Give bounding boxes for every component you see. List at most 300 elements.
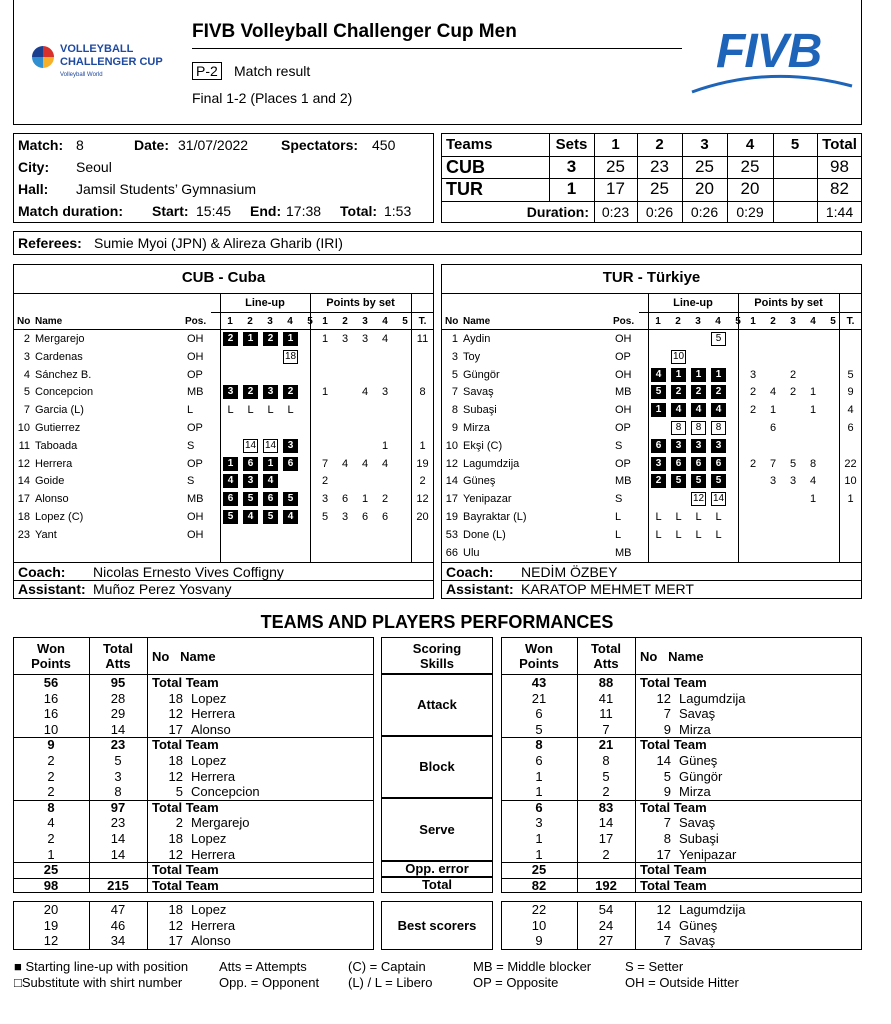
- start-label: Start:: [152, 203, 189, 219]
- lineup-set-header: 1: [655, 316, 661, 327]
- player-name: Herrera: [35, 457, 73, 470]
- line: [441, 293, 862, 294]
- player-name: Lopez: [191, 753, 227, 768]
- score-cell: 1: [566, 179, 577, 198]
- won-points: 16: [43, 706, 59, 722]
- player-name: Alonso: [35, 493, 69, 506]
- score-row-line: [441, 201, 862, 202]
- player-number: 14: [17, 475, 30, 488]
- libero-mark: L: [675, 528, 682, 541]
- score-header: 4: [745, 136, 755, 153]
- won-points: 25: [43, 862, 59, 878]
- total-atts: 192: [595, 877, 617, 893]
- player-name: Güneş: [463, 475, 496, 488]
- won-points: 2: [47, 784, 55, 800]
- won-header: Points: [31, 656, 71, 671]
- player-name: Güneş: [679, 753, 718, 768]
- set-points: 2: [789, 386, 797, 399]
- points-set-header: 5: [402, 316, 408, 327]
- total-atts: 5: [602, 768, 610, 784]
- player-name: Total Team: [152, 737, 219, 753]
- player-number: 7: [451, 386, 458, 399]
- won-header: Won: [525, 641, 553, 656]
- points-set-header: 1: [750, 316, 756, 327]
- challenger-cup-logo: [30, 42, 180, 84]
- player-number: 2: [23, 333, 30, 345]
- substitute-box: 14: [712, 493, 725, 505]
- player-name: Savaş: [679, 815, 716, 831]
- skill-label: Best scorers: [397, 917, 477, 933]
- pos-header: Pos.: [185, 316, 207, 327]
- total-atts: 5: [114, 753, 122, 768]
- player-total: 8: [419, 386, 426, 399]
- starting-position-box: 1: [223, 457, 238, 471]
- no-header: No: [17, 316, 31, 327]
- player-no: 9: [663, 721, 671, 737]
- total-atts: 11: [599, 706, 613, 722]
- total-atts: 83: [598, 799, 614, 815]
- score-cell: TUR: [446, 179, 483, 199]
- pos-header: Pos.: [613, 316, 635, 327]
- player-position: OP: [187, 422, 203, 434]
- player-total: 1: [847, 493, 854, 506]
- player-name: Total Team: [640, 799, 707, 815]
- player-number: 5: [23, 386, 30, 399]
- no-header: No: [445, 316, 459, 327]
- starting-position-box: 3: [223, 385, 238, 399]
- player-total: 1: [419, 439, 426, 452]
- total-atts: 41: [598, 690, 614, 706]
- set-duration: 0:26: [690, 204, 719, 220]
- won-points: 5: [535, 721, 543, 737]
- player-no: 14: [656, 753, 671, 768]
- player-name: Done (L): [463, 528, 506, 541]
- total-atts: 29: [110, 706, 126, 722]
- won-points: 6: [535, 706, 543, 722]
- starting-position-box: 4: [651, 368, 666, 382]
- line: [441, 562, 862, 563]
- name-header: Name: [35, 316, 63, 327]
- won-points: 1: [47, 846, 55, 862]
- starting-position-box: 6: [691, 457, 706, 471]
- score-cell: 82: [830, 179, 849, 198]
- set-points: 1: [809, 386, 817, 399]
- won-points: 8: [535, 737, 543, 753]
- starting-position-box: 5: [223, 510, 238, 524]
- total-atts: 14: [110, 846, 126, 862]
- total-atts: 47: [110, 902, 126, 917]
- player-position: OP: [187, 457, 203, 470]
- player-position: MB: [615, 546, 632, 559]
- total-atts: 8: [114, 784, 122, 800]
- player-total: 19: [416, 457, 429, 470]
- player-name: Yant: [35, 528, 57, 541]
- doc-name: Match result: [234, 63, 311, 79]
- starting-position-box: 1: [671, 368, 686, 382]
- substitute-box: 8: [711, 421, 726, 435]
- starting-position-box: 2: [651, 474, 666, 488]
- score-cell: 98: [830, 157, 849, 176]
- player-name: Lopez: [191, 831, 227, 846]
- player-no: 7: [663, 815, 671, 831]
- player-total: 4: [847, 404, 854, 417]
- player-name: Concepcion: [191, 784, 260, 800]
- total-atts: 23: [110, 815, 126, 831]
- player-name: Ekşi (C): [463, 439, 503, 452]
- player-number: 12: [17, 457, 30, 470]
- player-number: 53: [445, 528, 458, 541]
- set-points: 3: [341, 333, 349, 345]
- assistant: Muñoz Perez Yosvany: [93, 581, 232, 597]
- total-atts: 215: [107, 877, 129, 893]
- line: [648, 293, 649, 562]
- set-points: 2: [749, 386, 757, 399]
- starting-position-box: 5: [243, 492, 258, 506]
- won-points: 19: [43, 917, 59, 933]
- won-points: 6: [535, 753, 543, 768]
- player-no: 8: [663, 831, 671, 846]
- city-label: City:: [18, 159, 50, 175]
- line: [441, 329, 862, 330]
- set-points: 3: [749, 368, 757, 381]
- assistant: KARATOP MEHMET MERT: [521, 581, 694, 597]
- starting-position-box: 3: [691, 439, 706, 453]
- player-name: Güngör: [679, 768, 723, 784]
- legend-item: Atts = Attempts: [219, 959, 307, 974]
- set-duration: 0:26: [645, 204, 674, 220]
- won-points: 56: [43, 675, 59, 690]
- set-points: 2: [321, 475, 329, 488]
- player-name: Savaş: [679, 933, 716, 949]
- date-label: Date:: [134, 137, 170, 153]
- total-header: Total: [102, 641, 134, 656]
- doc-code: P-2: [192, 62, 222, 80]
- skill-label: Block: [419, 759, 455, 774]
- player-no: 18: [168, 690, 183, 706]
- won-header: Won: [37, 641, 65, 656]
- set-points: 2: [789, 368, 797, 381]
- set-points: 3: [381, 386, 389, 399]
- player-number: 17: [445, 493, 458, 506]
- starting-position-box: 5: [283, 492, 298, 506]
- substitute-box: 8: [691, 421, 706, 435]
- won-points: 2: [47, 831, 55, 846]
- total-atts: 27: [598, 933, 614, 949]
- player-name: Savaş: [679, 706, 716, 722]
- player-name: Total Team: [640, 877, 707, 893]
- starting-position-box: 3: [283, 439, 298, 453]
- set-points: 5: [789, 457, 797, 470]
- set-points: 4: [769, 386, 777, 399]
- lineup-set-header: 4: [287, 316, 293, 327]
- starting-position-box: 5: [263, 510, 278, 524]
- starting-position-box: 5: [671, 474, 686, 488]
- set-points: 3: [361, 333, 369, 345]
- player-position: OH: [615, 333, 632, 345]
- player-name: Total Team: [640, 737, 707, 753]
- total-atts: 8: [602, 753, 610, 768]
- total-atts: 2: [602, 784, 610, 800]
- player-name: Total Team: [152, 877, 219, 893]
- player-name: Yenipazar: [463, 493, 512, 506]
- points-set-header: 3: [362, 316, 368, 327]
- roster-box: [441, 264, 862, 599]
- won-points: 10: [531, 917, 547, 933]
- player-name: Goide: [35, 475, 65, 488]
- player-number: 17: [17, 493, 30, 506]
- no-name-header: No Name: [640, 649, 704, 664]
- set-duration: 1:44: [825, 204, 854, 220]
- line: [738, 293, 739, 562]
- starting-position-box: 5: [691, 474, 706, 488]
- player-name: Mergarejo: [191, 815, 250, 831]
- player-position: OP: [615, 422, 631, 434]
- player-number: 7: [23, 404, 30, 417]
- assistant-label: Assistant:: [446, 581, 514, 597]
- player-total: 11: [416, 333, 429, 345]
- score-header: 2: [655, 136, 664, 153]
- name-header: Name: [463, 316, 491, 327]
- points-set-header: 4: [382, 316, 388, 327]
- player-position: OH: [187, 511, 204, 523]
- starting-position-box: 1: [283, 332, 298, 346]
- won-points: 2: [47, 768, 55, 784]
- starting-position-box: 4: [711, 403, 726, 417]
- score-cell: 3: [566, 157, 577, 176]
- points-set-header: 2: [770, 316, 776, 327]
- line: [310, 293, 311, 562]
- player-position: OH: [187, 528, 204, 541]
- starting-position-box: 3: [651, 457, 666, 471]
- set-points: 5: [321, 511, 329, 523]
- match-number: 8: [76, 137, 84, 153]
- libero-mark: L: [247, 404, 254, 417]
- set-points: 7: [769, 457, 777, 470]
- score-cell: CUB: [446, 157, 485, 177]
- player-number: 12: [445, 457, 458, 470]
- player-total: 2: [419, 475, 426, 488]
- player-name: Herrera: [191, 846, 236, 862]
- set-points: 6: [381, 511, 389, 523]
- hall-label: Hall:: [18, 181, 49, 197]
- total-atts: 34: [110, 933, 126, 949]
- player-number: 11: [18, 439, 30, 452]
- start-time: 15:45: [196, 203, 232, 219]
- player-name: Lopez: [191, 690, 227, 706]
- lineup-header: Line-up: [673, 297, 713, 309]
- total-header: T.: [418, 316, 427, 327]
- logo-line-2: CHALLENGER CUP: [60, 56, 163, 68]
- starting-position-box: 2: [223, 332, 238, 346]
- player-name: Lagumdzija: [679, 690, 746, 706]
- no-name-header: No Name: [152, 649, 216, 664]
- player-total: 10: [844, 475, 857, 488]
- set-duration: 0:23: [601, 204, 630, 220]
- player-no: 12: [168, 846, 183, 862]
- starting-position-box: 3: [263, 385, 278, 399]
- starting-position-box: 6: [651, 439, 666, 453]
- player-name: Güngör: [463, 368, 500, 381]
- libero-mark: L: [227, 404, 234, 417]
- set-points: 3: [321, 493, 329, 506]
- won-points: 43: [531, 675, 547, 690]
- player-no: 17: [168, 721, 183, 737]
- score-header: 1: [611, 136, 620, 153]
- won-points: 22: [531, 902, 547, 917]
- line: [13, 329, 434, 330]
- starting-position-box: 3: [671, 439, 686, 453]
- player-name: Alonso: [191, 933, 231, 949]
- score-header: 3: [700, 136, 709, 153]
- total-atts: 23: [110, 737, 126, 753]
- player-name: Bayraktar (L): [463, 511, 527, 523]
- player-position: MB: [187, 493, 204, 506]
- player-no: 12: [656, 902, 671, 917]
- player-number: 10: [445, 439, 458, 452]
- player-number: 19: [445, 511, 458, 523]
- won-points: 2: [47, 753, 55, 768]
- libero-mark: L: [267, 404, 274, 417]
- lineup-set-header: 2: [675, 316, 681, 327]
- set-points: 8: [809, 457, 817, 470]
- legend-item: Opp. = Opponent: [219, 975, 320, 990]
- total-atts: 28: [110, 690, 126, 706]
- player-position: S: [615, 439, 623, 452]
- total-atts: 21: [598, 737, 614, 753]
- player-position: MB: [615, 475, 632, 488]
- player-no: 18: [168, 753, 183, 768]
- player-name: Güneş: [679, 917, 718, 933]
- lineup-set-header: 5: [735, 316, 741, 327]
- coach-label: Coach:: [18, 564, 66, 580]
- set-points: 7: [321, 457, 329, 470]
- won-points: 16: [43, 690, 59, 706]
- set-points: 2: [749, 404, 757, 417]
- starting-position-box: 2: [283, 385, 298, 399]
- score-cell: 25: [695, 157, 714, 176]
- score-cell: 23: [650, 157, 669, 176]
- player-number: 9: [451, 422, 458, 434]
- referees: Sumie Myoi (JPN) & Alireza Gharib (IRI): [94, 235, 343, 251]
- lineup-header: Line-up: [245, 297, 285, 309]
- total-header: Atts: [593, 656, 619, 671]
- starting-position-box: 2: [671, 385, 686, 399]
- skills-header: Scoring: [412, 641, 462, 656]
- legend-item: OH = Outside Hitter: [625, 975, 739, 990]
- legend-item: (L) / L = Libero: [348, 975, 433, 990]
- lineup-set-header: 2: [247, 316, 253, 327]
- player-name: Savaş: [463, 386, 494, 399]
- player-position: OH: [187, 333, 204, 345]
- total-time: 1:53: [384, 203, 412, 219]
- won-points: 9: [535, 933, 543, 949]
- won-points: 3: [535, 815, 543, 831]
- player-name: Mirza: [679, 721, 711, 737]
- team-title: CUB - Cuba: [181, 269, 266, 286]
- legend-item: ■ Starting line-up with position: [14, 959, 189, 974]
- substitute-box: 10: [672, 350, 685, 362]
- end-label: End:: [250, 203, 282, 219]
- player-name: Subaşi: [679, 831, 719, 846]
- won-points: 4: [47, 815, 55, 831]
- skill-label: Serve: [419, 821, 455, 837]
- player-number: 23: [17, 528, 30, 541]
- skills-header: Skills: [420, 656, 454, 671]
- match-label: Match:: [18, 137, 64, 153]
- performances-title: TEAMS AND PLAYERS PERFORMANCES: [260, 612, 614, 632]
- starting-position-box: 6: [283, 457, 298, 471]
- total-atts: 54: [598, 902, 614, 917]
- set-points: 6: [361, 511, 369, 523]
- skill-label: Total: [421, 877, 453, 892]
- points-header: Points by set: [754, 297, 823, 309]
- date: 31/07/2022: [178, 137, 249, 153]
- starting-position-box: 4: [671, 403, 686, 417]
- total-atts: 88: [598, 675, 614, 690]
- won-points: 1: [535, 784, 543, 800]
- player-name: Garcia (L): [35, 404, 84, 417]
- total-atts: 14: [110, 721, 126, 737]
- player-position: OH: [187, 350, 204, 363]
- player-number: 10: [17, 422, 30, 434]
- total-header: T.: [846, 316, 855, 327]
- player-name: Total Team: [152, 862, 219, 878]
- total-atts: 14: [110, 831, 126, 846]
- player-number: 3: [451, 350, 458, 363]
- starting-position-box: 2: [263, 332, 278, 346]
- team-title: TUR - Türkiye: [602, 269, 701, 286]
- score-cell: 25: [606, 157, 625, 176]
- won-points: 9: [47, 737, 55, 753]
- coach-label: Coach:: [446, 564, 494, 580]
- player-position: OH: [615, 368, 632, 381]
- hall: Jamsil Students’ Gymnasium: [76, 181, 256, 197]
- set-points: 1: [361, 493, 369, 506]
- legend-item: OP = Opposite: [473, 975, 559, 990]
- starting-position-box: 5: [711, 474, 726, 488]
- starting-position-box: 1: [711, 368, 726, 382]
- total-atts: 95: [110, 675, 126, 690]
- points-set-header: 3: [790, 316, 796, 327]
- player-position: L: [615, 511, 622, 523]
- won-points: 82: [531, 877, 547, 893]
- player-number: 14: [445, 475, 458, 488]
- starting-position-box: 4: [283, 510, 298, 524]
- starting-position-box: 1: [263, 457, 278, 471]
- starting-position-box: 1: [651, 403, 666, 417]
- player-no: 12: [168, 917, 183, 933]
- total-atts: 17: [598, 831, 614, 846]
- player-name: Total Team: [152, 799, 219, 815]
- player-number: 66: [445, 546, 458, 559]
- set-points: 1: [321, 386, 329, 399]
- player-position: MB: [615, 386, 632, 399]
- starting-position-box: 2: [711, 385, 726, 399]
- player-name: Lopez: [191, 902, 227, 917]
- points-set-header: 5: [830, 316, 836, 327]
- player-no: 9: [663, 784, 671, 800]
- score-cell: 20: [695, 179, 714, 198]
- fivb-logo: FIVB: [716, 25, 822, 78]
- player-name: Herrera: [191, 917, 236, 933]
- won-points: 6: [535, 799, 543, 815]
- player-number: 8: [451, 404, 458, 417]
- won-points: 98: [43, 877, 59, 893]
- player-number: 1: [451, 333, 458, 345]
- starting-position-box: 3: [243, 474, 258, 488]
- libero-mark: L: [287, 404, 294, 417]
- points-set-header: 2: [342, 316, 348, 327]
